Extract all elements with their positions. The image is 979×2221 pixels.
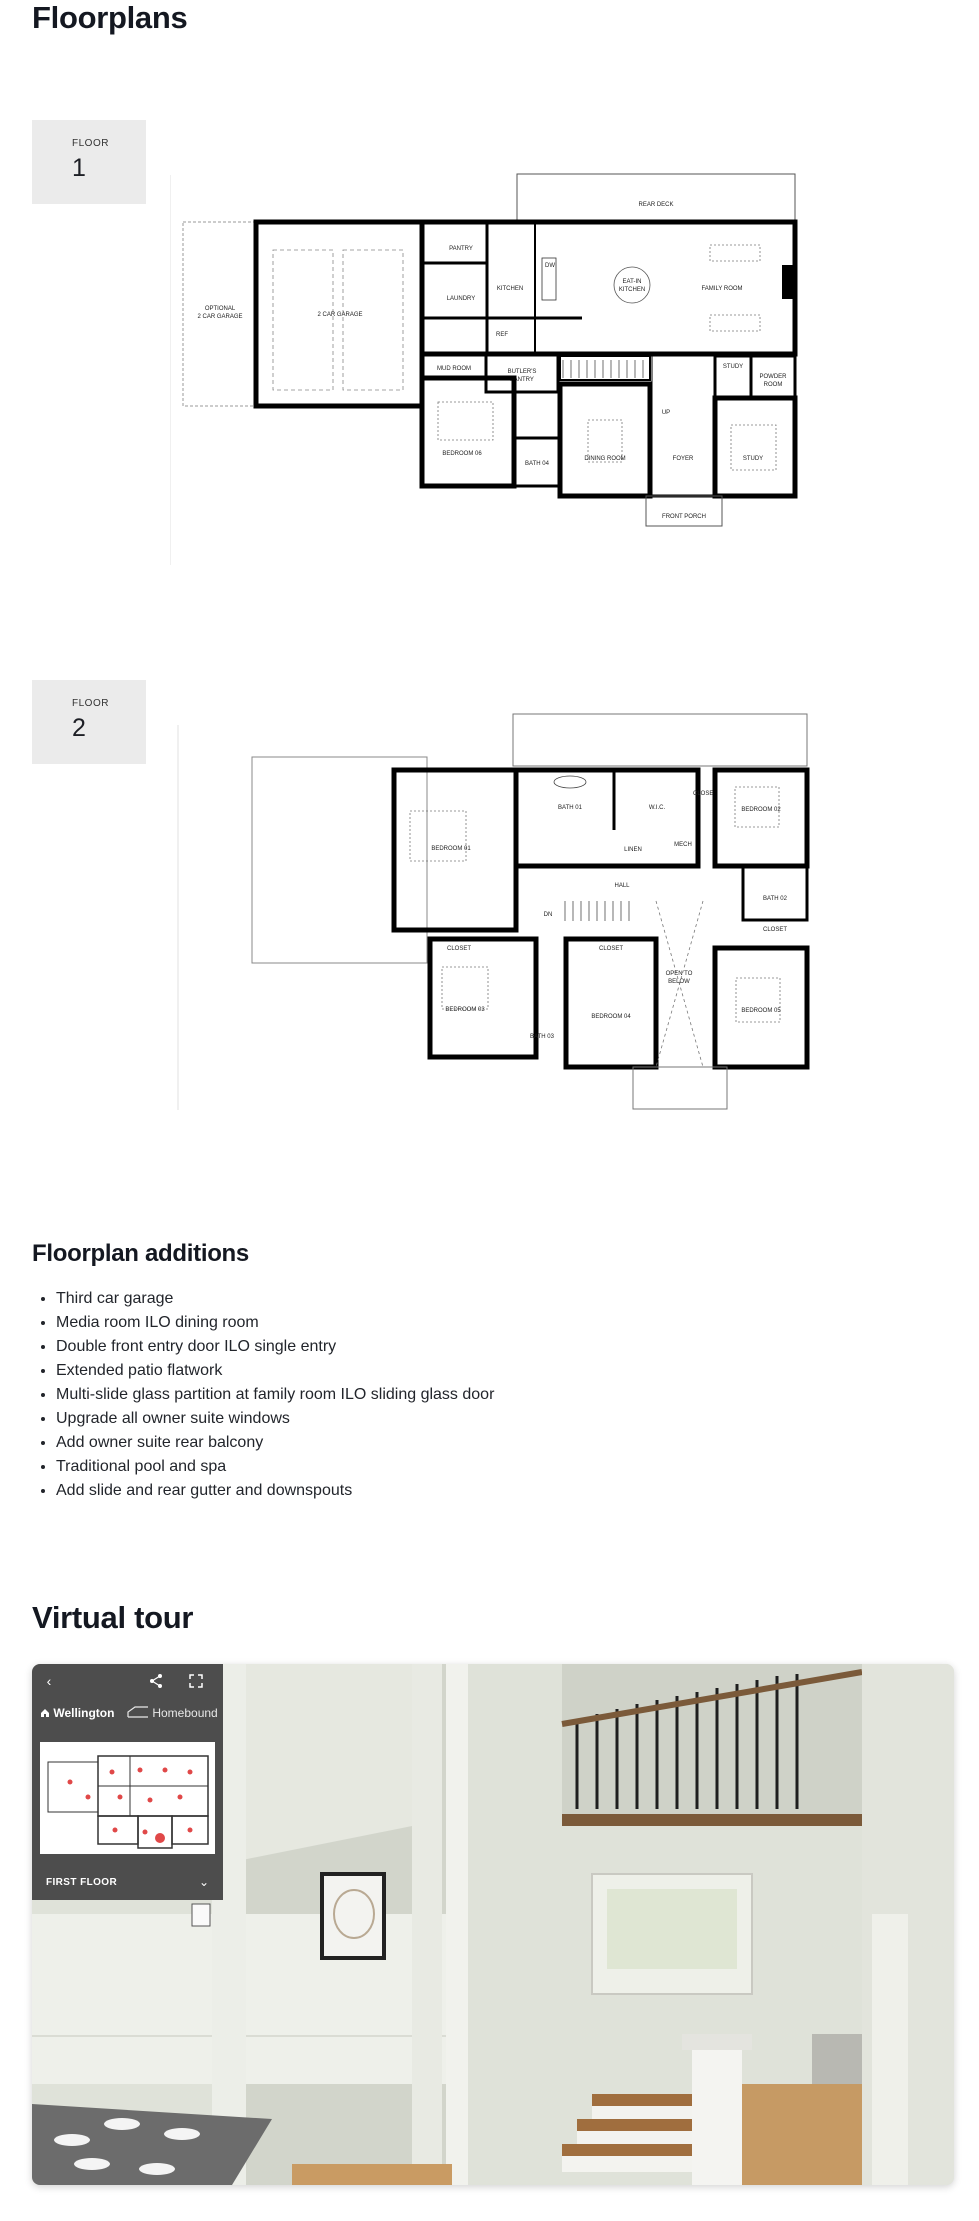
room-label: BATH 01: [558, 805, 582, 811]
room-label: MUD ROOM: [437, 366, 471, 372]
room-label: BATH 04: [525, 461, 549, 467]
floor-1-plan: [170, 170, 810, 570]
floorplans-heading: Floorplans: [32, 0, 188, 35]
room-label: BEDROOM 04: [591, 1014, 631, 1020]
room-label: CLOSET: [692, 791, 718, 797]
chevron-left-icon[interactable]: ‹: [46, 1673, 52, 1689]
floorplan-additions-heading: Floorplan additions: [32, 1240, 249, 1267]
tour-minimap[interactable]: [40, 1742, 215, 1854]
floor-select[interactable]: [32, 1868, 223, 1900]
list-item: • Traditional pool and spa: [56, 1455, 494, 1479]
room-label: REAR DECK: [638, 202, 674, 208]
room-label: PANTRY: [449, 246, 473, 252]
floor-number: 1: [72, 154, 86, 182]
floor-1-badge[interactable]: [32, 120, 146, 204]
room-label: BEDROOM 02: [741, 807, 781, 813]
room-label: LAUNDRY: [446, 296, 476, 302]
room-label: CLOSET: [762, 927, 788, 933]
floor-label: FLOOR: [72, 698, 109, 709]
list-item: • Upgrade all owner suite windows: [56, 1407, 494, 1431]
room-label: DINING ROOM: [584, 456, 626, 462]
share-icon[interactable]: [147, 1672, 165, 1690]
room-label: BEDROOM 05: [741, 1008, 781, 1014]
room-label: CLOSET: [446, 946, 472, 952]
partner-logo: [127, 1706, 218, 1720]
room-label: OPTIONAL: [204, 306, 236, 312]
room-label: BEDROOM 06: [442, 451, 482, 457]
floor-select-label: FIRST FLOOR: [46, 1877, 118, 1888]
brand-name: [40, 1706, 114, 1720]
room-label: LINEN: [624, 847, 642, 853]
room-label: 2 CAR GARAGE: [197, 314, 243, 320]
room-label: BATH 02: [763, 896, 787, 902]
room-label: PANTRY: [510, 377, 534, 383]
room-label: BUTLER'S: [507, 369, 537, 375]
room-label: REF: [496, 332, 508, 338]
floor-2-badge[interactable]: [32, 680, 146, 764]
partner-label: Homebound: [152, 1706, 218, 1720]
room-label: MECH: [674, 842, 692, 848]
room-label: KITCHEN: [618, 287, 646, 293]
room-label: W.I.C.: [648, 805, 666, 811]
room-label: STUDY: [722, 364, 744, 370]
room-label: DW: [545, 263, 555, 269]
floor-label: FLOOR: [72, 138, 109, 149]
room-label: BEDROOM 01: [431, 846, 471, 852]
list-item: • Double front entry door ILO single entry: [56, 1335, 494, 1359]
list-item: • Third car garage: [56, 1287, 494, 1311]
room-label: BATH 03: [530, 1034, 554, 1040]
home-icon: [40, 1708, 50, 1718]
room-label: KITCHEN: [496, 286, 524, 292]
room-label: STUDY: [742, 456, 764, 462]
room-label: POWDER: [759, 374, 787, 380]
room-label: ROOM: [763, 382, 783, 388]
room-label: FRONT PORCH: [662, 514, 706, 520]
floor-2-plan: [170, 705, 820, 1125]
chevron-down-icon: ⌄: [198, 1875, 209, 1889]
tour-control-panel: [32, 1664, 223, 1900]
virtual-tour-heading: Virtual tour: [32, 1600, 194, 1635]
room-label: OPEN TO: [665, 971, 693, 977]
brand-label: Wellington: [53, 1706, 115, 1720]
list-item: • Multi-slide glass partition at family room ILO sliding glass door: [56, 1383, 494, 1407]
fullscreen-icon[interactable]: [187, 1672, 205, 1690]
homebound-logo-icon: [127, 1706, 149, 1718]
room-label: FOYER: [672, 456, 694, 462]
tour-toolbar: [32, 1664, 223, 1698]
room-label: BEDROOM 03: [445, 1007, 485, 1013]
room-label: DN: [543, 912, 553, 918]
floor-number: 2: [72, 714, 86, 742]
virtual-tour-viewer[interactable]: [32, 1664, 954, 2185]
room-label: BELOW: [668, 979, 690, 985]
list-item: • Extended patio flatwork: [56, 1359, 494, 1383]
room-label: 2 CAR GARAGE: [317, 312, 363, 318]
list-item: • Add slide and rear gutter and downspouts: [56, 1479, 494, 1503]
room-label: FAMILY ROOM: [701, 286, 743, 292]
room-label: CLOSET: [598, 946, 624, 952]
list-item: • Add owner suite rear balcony: [56, 1431, 494, 1455]
room-label: HALL: [614, 883, 630, 889]
list-item: • Media room ILO dining room: [56, 1311, 494, 1335]
additions-list: [56, 1287, 494, 1503]
room-label: EAT-IN: [622, 279, 642, 285]
room-label: UP: [661, 410, 671, 416]
